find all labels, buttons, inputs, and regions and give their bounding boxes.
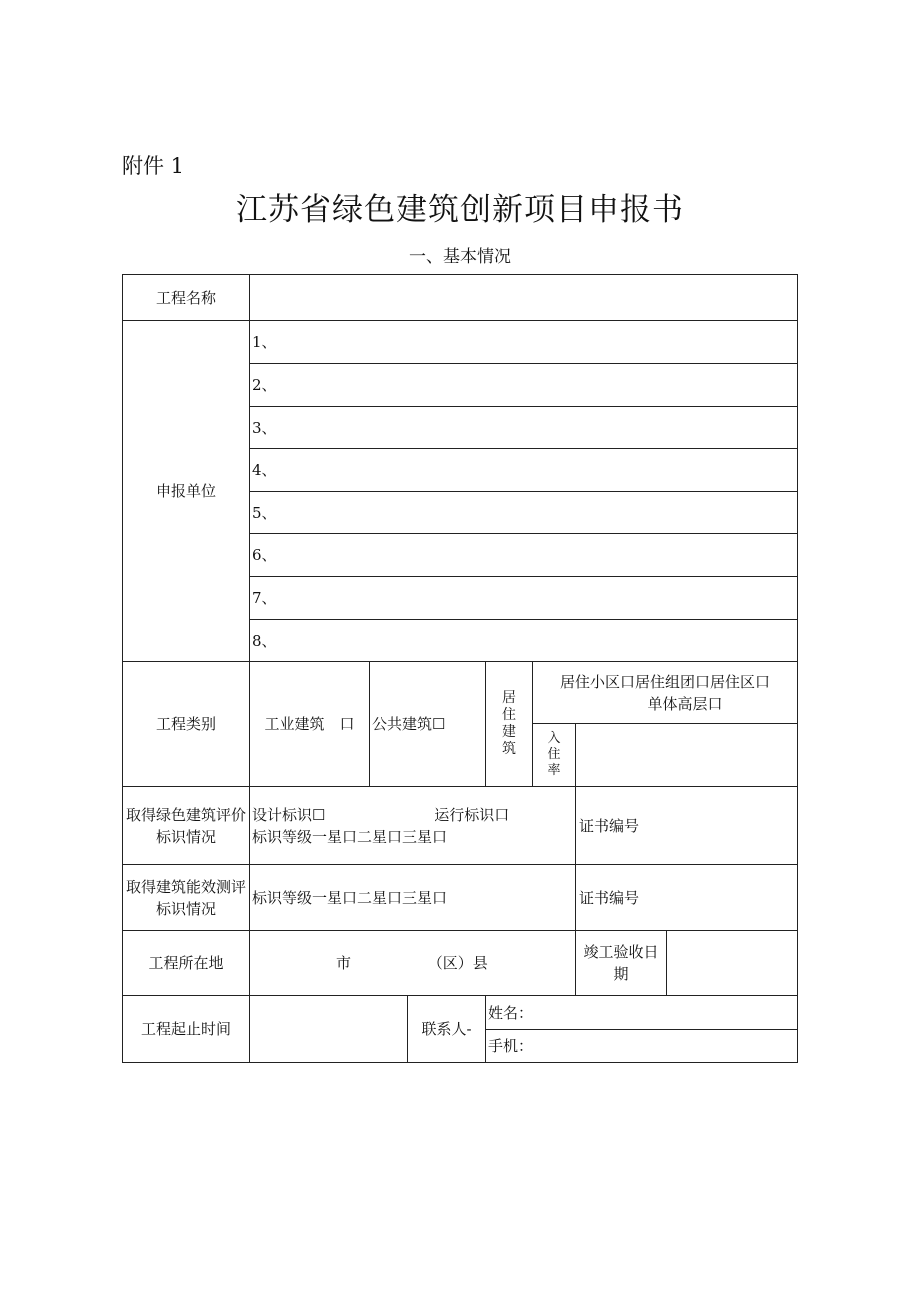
green-operation-checkbox[interactable]: 运行标识口 bbox=[434, 805, 510, 824]
occupancy-field[interactable] bbox=[576, 724, 798, 787]
location-district-text: （区）县 bbox=[427, 954, 488, 972]
energy-label-row bbox=[123, 865, 798, 931]
category-row bbox=[123, 662, 798, 724]
contact-phone-field[interactable]: 手机： bbox=[486, 1030, 798, 1063]
applicant-field-4[interactable]: 4、 bbox=[250, 449, 798, 492]
green-level-options[interactable]: 标识等级一星口二星口三星口 bbox=[252, 827, 448, 846]
green-cert-label: 证书编号 bbox=[576, 787, 798, 865]
residential-options[interactable] bbox=[533, 662, 798, 724]
residential-options-line2[interactable]: 单体高层口 bbox=[647, 694, 723, 713]
project-name-label: 工程名称 bbox=[123, 275, 250, 321]
applicant-label: 申报单位 bbox=[123, 321, 250, 662]
completion-field[interactable] bbox=[667, 931, 798, 996]
completion-label: 竣工验收日期 bbox=[576, 931, 667, 996]
category-label: 工程类别 bbox=[123, 662, 250, 787]
green-label-row bbox=[123, 787, 798, 865]
occupancy-label-text: 入住率 bbox=[547, 731, 561, 778]
energy-cert-label: 证书编号 bbox=[576, 865, 798, 931]
location-field[interactable] bbox=[250, 931, 576, 996]
project-name-row bbox=[123, 275, 798, 321]
applicant-field-2[interactable]: 2、 bbox=[250, 364, 798, 407]
green-marks-line bbox=[252, 804, 573, 826]
attachment-label: 附件 1 bbox=[122, 154, 185, 178]
project-name-field[interactable] bbox=[250, 275, 798, 321]
residential-label-text: 居住建筑 bbox=[502, 690, 516, 757]
residential-options-line1[interactable]: 居住小区口居住组团口居住区口 bbox=[560, 672, 771, 691]
applicant-field-1[interactable]: 1、 bbox=[250, 321, 798, 364]
application-form-table bbox=[122, 274, 798, 1063]
energy-label: 取得建筑能效测评标识情况 bbox=[123, 865, 250, 931]
public-checkbox[interactable]: 公共建筑☐ bbox=[370, 662, 486, 787]
applicant-field-5[interactable]: 5、 bbox=[250, 492, 798, 534]
period-field[interactable] bbox=[250, 996, 408, 1063]
applicant-field-8[interactable]: 8、 bbox=[250, 620, 798, 662]
green-label: 取得绿色建筑评价标识情况 bbox=[123, 787, 250, 865]
contact-name-field[interactable]: 姓名： bbox=[486, 996, 798, 1030]
residential-label bbox=[486, 662, 533, 787]
energy-level-options[interactable]: 标识等级一星口二星口三星口 bbox=[250, 865, 576, 931]
industrial-checkbox[interactable]: 工业建筑 口 bbox=[250, 662, 370, 787]
location-row bbox=[123, 931, 798, 996]
document-title: 江苏省绿色建筑创新项目申报书 bbox=[236, 192, 684, 228]
period-row bbox=[123, 996, 798, 1030]
section-heading: 一、基本情况 bbox=[409, 247, 511, 267]
location-city-text: 市 bbox=[336, 954, 352, 972]
green-design-checkbox[interactable]: 设计标识☐ bbox=[252, 805, 326, 824]
contact-label: 联系人- bbox=[408, 996, 486, 1063]
applicant-field-6[interactable]: 6、 bbox=[250, 534, 798, 577]
applicant-field-7[interactable]: 7、 bbox=[250, 577, 798, 620]
green-status-field[interactable] bbox=[250, 787, 576, 865]
occupancy-label bbox=[533, 724, 576, 787]
period-label: 工程起止时间 bbox=[123, 996, 250, 1063]
applicant-row bbox=[123, 321, 798, 364]
applicant-field-3[interactable]: 3、 bbox=[250, 407, 798, 449]
location-label: 工程所在地 bbox=[123, 931, 250, 996]
